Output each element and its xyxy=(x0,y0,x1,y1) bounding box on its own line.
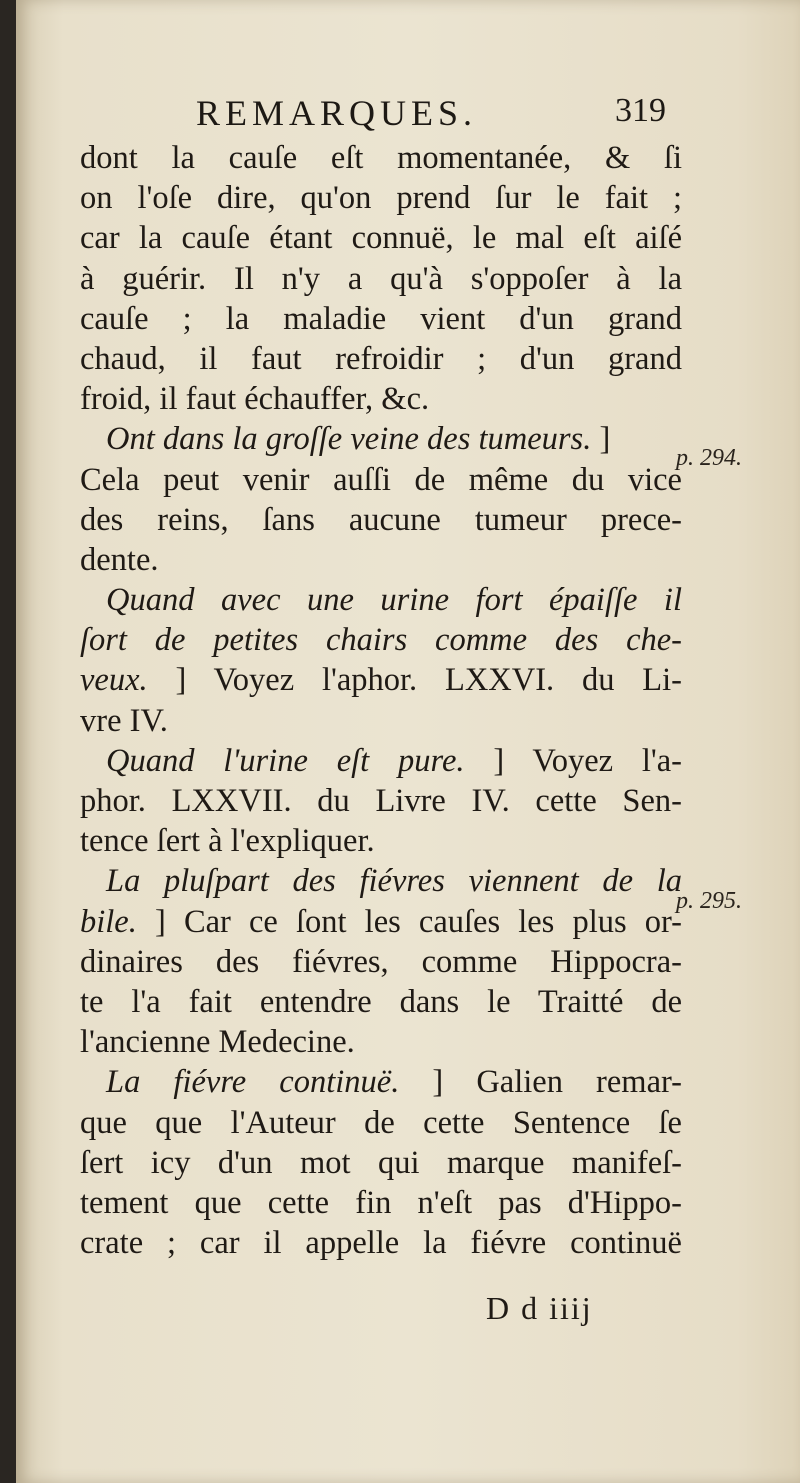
signature-mark: D d iiij xyxy=(486,1290,593,1326)
margin-page-reference: p. 295. xyxy=(676,888,742,914)
text-fragment: ] Galien remar- xyxy=(432,1064,683,1101)
text-line: on l'oſe dire, qu'on prend ſur le fait ; xyxy=(80,180,682,217)
text-line: froid, il faut échauffer, &c. xyxy=(80,381,430,418)
text-line: ſert icy d'un mot qui marque manifeſ- xyxy=(80,1144,682,1181)
lemma-line: La pluſpart des fiévres viennent de la xyxy=(106,863,682,900)
text-line: vre IV. xyxy=(80,702,168,739)
text-line: phor. LXXVII. du Livre IV. cette Sen- xyxy=(80,783,682,819)
text-line: tence ſert à l'expliquer. xyxy=(80,823,375,860)
mixed-line xyxy=(80,660,682,700)
text-line: chaud, il faut refroidir ; d'un grand xyxy=(80,340,682,377)
text-line: dente. xyxy=(80,541,159,578)
mixed-line xyxy=(80,741,682,781)
page-number: 319 xyxy=(615,92,666,129)
lemma-line: Ont dans la groſſe veine des tumeurs. ] xyxy=(106,421,611,458)
text-line: crate ; car il appelle la fiévre continuë xyxy=(80,1225,682,1262)
text-line: Cela peut venir auſſi de même du vice xyxy=(80,461,682,498)
text-line: cauſe ; la maladie vient d'un grand xyxy=(80,300,682,337)
text-line: des reins, ſans aucune tumeur prece- xyxy=(80,501,682,538)
lemma-line: Quand avec une urine fort épaiſſe il xyxy=(106,582,682,619)
text-line: l'ancienne Medecine. xyxy=(80,1024,355,1061)
text-fragment: ] Voyez l'a- xyxy=(493,742,682,779)
margin-page-reference: p. 294. xyxy=(676,445,742,471)
text-line: que que l'Auteur de cette Sentence ſe xyxy=(80,1104,682,1141)
text-line: te l'a fait entendre dans le Traitté de xyxy=(80,983,682,1020)
lemma: Ont dans la groſſe veine des tumeurs. xyxy=(106,421,592,458)
mixed-line xyxy=(80,902,682,942)
book-page xyxy=(16,0,800,1483)
text-line: dont la cauſe eſt momentanée, & ſi xyxy=(80,140,682,176)
lemma: La fiévre continuë. xyxy=(106,1064,400,1101)
lemma: veux. xyxy=(80,662,148,699)
lemma: Quand l'urine eſt pure. xyxy=(106,742,465,779)
text-line: dinaires des fiévres, comme Hippocra- xyxy=(80,943,682,980)
running-head: REMARQUES. xyxy=(196,93,478,133)
lemma: bile. xyxy=(80,903,137,940)
text-line: car la cauſe étant connuë, le mal eſt aiſé xyxy=(80,220,682,257)
text-line: tement que cette fin n'eſt pas d'Hippo- xyxy=(80,1184,682,1221)
page-header xyxy=(196,92,666,136)
text-line: à guérir. Il n'y a qu'à s'oppoſer à la xyxy=(80,260,682,297)
text-block xyxy=(80,138,682,1263)
text-fragment: ] Voyez l'aphor. LXXVI. du Li- xyxy=(175,662,683,699)
lemma-line: ſort de petites chairs comme des che- xyxy=(80,622,682,659)
mixed-line xyxy=(80,1062,682,1102)
text-fragment: ] Car ce ſont les cauſes les plus or- xyxy=(155,903,682,940)
